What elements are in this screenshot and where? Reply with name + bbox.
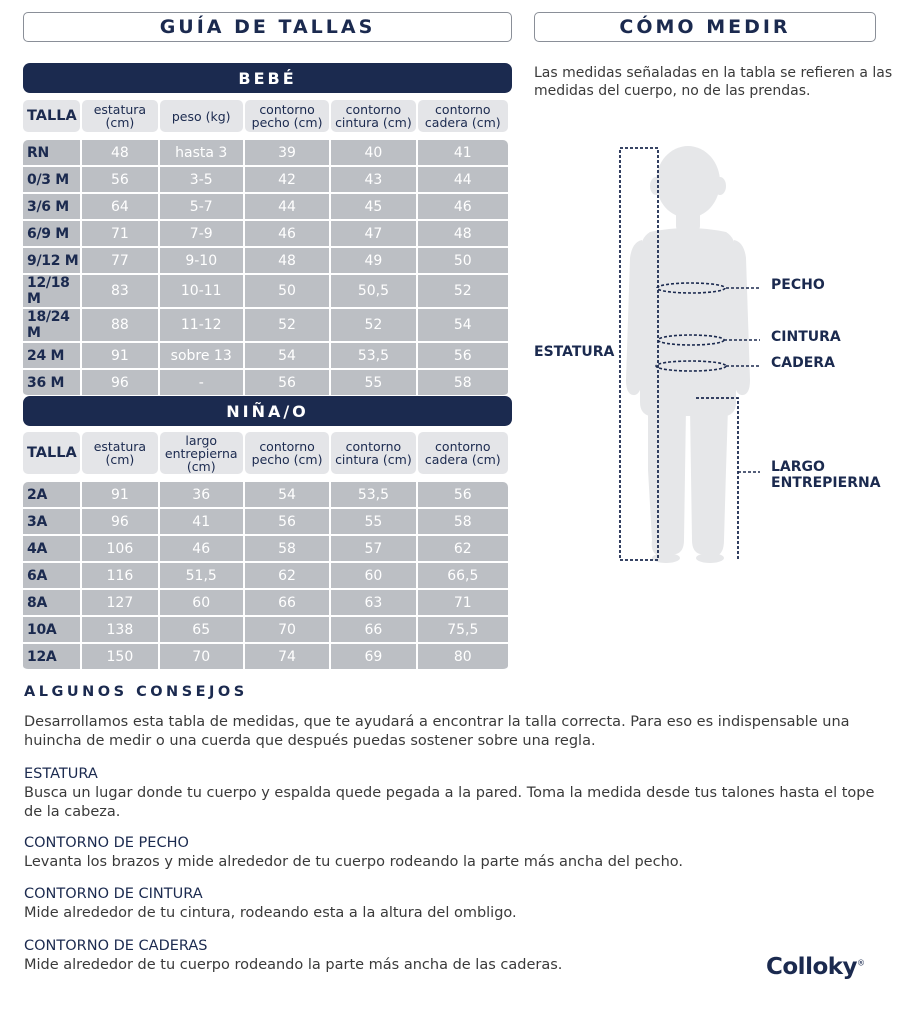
col-header: largo entrepierna (cm) — [160, 432, 243, 474]
tip-cintura — [24, 885, 884, 923]
table-cell: 46 — [418, 194, 508, 221]
table-cell: 91 — [82, 482, 157, 509]
col-header: estatura (cm) — [82, 432, 157, 474]
table-cell: 58 — [418, 370, 508, 397]
table-cell: 74 — [245, 644, 329, 671]
col-header: contorno cadera (cm) — [418, 432, 508, 474]
size-label-cell: 9/12 M — [23, 248, 80, 275]
table-cell: 56 — [418, 343, 508, 370]
tip-text: Mide alrededor de tu cuerpo rodeando la parte más ancha de las caderas. — [24, 957, 563, 973]
size-label-cell: 3/6 M — [23, 194, 80, 221]
table-row — [23, 221, 508, 248]
table-cell: 64 — [82, 194, 157, 221]
table-row — [23, 194, 508, 221]
col-header: contorno cintura (cm) — [331, 432, 415, 474]
table-cell: 54 — [245, 482, 329, 509]
size-label-cell: 3A — [23, 509, 80, 536]
table-cell: 3-5 — [160, 167, 243, 194]
size-label-cell: 10A — [23, 617, 80, 644]
label-pecho: PECHO — [771, 277, 825, 293]
table-cell: 47 — [331, 221, 415, 248]
table-cell: 70 — [245, 617, 329, 644]
table-cell: 36 — [160, 482, 243, 509]
table-cell: hasta 3 — [160, 140, 243, 167]
table-cell: 106 — [82, 536, 157, 563]
table-cell: 41 — [160, 509, 243, 536]
table-cell: 55 — [331, 509, 415, 536]
table-row — [23, 343, 508, 370]
nino-size-table — [21, 432, 510, 671]
table-row — [23, 590, 508, 617]
table-cell: 96 — [82, 370, 157, 397]
table-cell: 53,5 — [331, 343, 415, 370]
size-label-cell: 4A — [23, 536, 80, 563]
label-largo: LARGO — [771, 459, 825, 475]
table-cell: 48 — [245, 248, 329, 275]
table-cell: 46 — [245, 221, 329, 248]
bebe-size-table — [21, 100, 510, 397]
label-entrepierna: ENTREPIERNA — [771, 475, 881, 491]
table-cell: 62 — [418, 536, 508, 563]
table-cell: 66 — [331, 617, 415, 644]
table-cell: 71 — [418, 590, 508, 617]
table-cell: 48 — [82, 140, 157, 167]
table-cell: 52 — [331, 309, 415, 343]
size-label-cell: 2A — [23, 482, 80, 509]
table-cell: 96 — [82, 509, 157, 536]
table-cell: 46 — [160, 536, 243, 563]
size-label-cell: 8A — [23, 590, 80, 617]
col-header: contorno cintura (cm) — [331, 100, 415, 132]
tip-heading: ESTATURA — [24, 766, 98, 782]
table-cell: 116 — [82, 563, 157, 590]
table-cell: 69 — [331, 644, 415, 671]
tips-intro: Desarrollamos esta tabla de medidas, que te ayudará a encontrar la talla correcta. Para eso es indispensable una huincha de medir o una cuerda que después puedas sostener sobre una regla. — [24, 714, 850, 749]
col-header: contorno pecho (cm) — [245, 100, 329, 132]
guide-title: GUÍA DE TALLAS — [23, 12, 512, 42]
table-cell: 50 — [245, 275, 329, 309]
table-cell: - — [160, 370, 243, 397]
table-cell: 60 — [160, 590, 243, 617]
table-cell: 10-11 — [160, 275, 243, 309]
col-header: estatura (cm) — [82, 100, 157, 132]
table-row — [23, 644, 508, 671]
table-cell: 62 — [245, 563, 329, 590]
tip-heading: CONTORNO DE PECHO — [24, 835, 189, 851]
label-cadera: CADERA — [771, 355, 835, 371]
table-cell: 66,5 — [418, 563, 508, 590]
table-cell: 83 — [82, 275, 157, 309]
col-header: TALLA — [23, 432, 80, 474]
col-header: contorno pecho (cm) — [245, 432, 329, 474]
table-cell: 58 — [418, 509, 508, 536]
table-cell: sobre 13 — [160, 343, 243, 370]
col-header: peso (kg) — [160, 100, 243, 132]
table-row — [23, 248, 508, 275]
table-row — [23, 509, 508, 536]
table-cell: 65 — [160, 617, 243, 644]
table-cell: 91 — [82, 343, 157, 370]
table-row — [23, 617, 508, 644]
table-cell: 41 — [418, 140, 508, 167]
size-label-cell: 12A — [23, 644, 80, 671]
table-cell: 60 — [331, 563, 415, 590]
table-cell: 58 — [245, 536, 329, 563]
col-header: TALLA — [23, 100, 80, 132]
table-row — [23, 563, 508, 590]
tip-cadera — [24, 937, 724, 975]
tips-title: ALGUNOS CONSEJOS — [24, 684, 248, 700]
tip-heading: CONTORNO DE CINTURA — [24, 886, 203, 902]
measure-title: CÓMO MEDIR — [534, 12, 876, 42]
table-cell: 5-7 — [160, 194, 243, 221]
table-cell: 56 — [82, 167, 157, 194]
table-cell: 52 — [418, 275, 508, 309]
tip-text: Mide alrededor de tu cintura, rodeando esta a la altura del ombligo. — [24, 905, 517, 921]
measure-intro: Las medidas señaladas en la tabla se refieren a las medidas del cuerpo, no de las prendas. — [534, 65, 893, 99]
size-label-cell: 0/3 M — [23, 167, 80, 194]
table-row — [23, 275, 508, 309]
table-cell: 54 — [245, 343, 329, 370]
table-cell: 57 — [331, 536, 415, 563]
table-cell: 51,5 — [160, 563, 243, 590]
table-cell: 11-12 — [160, 309, 243, 343]
tip-estatura — [24, 765, 884, 822]
table-cell: 50 — [418, 248, 508, 275]
table-row — [23, 140, 508, 167]
table-cell: 75,5 — [418, 617, 508, 644]
table-cell: 52 — [245, 309, 329, 343]
table-cell: 45 — [331, 194, 415, 221]
table-cell: 71 — [82, 221, 157, 248]
table-cell: 56 — [245, 370, 329, 397]
table-cell: 42 — [245, 167, 329, 194]
tip-text: Busca un lugar donde tu cuerpo y espalda quede pegada a la pared. Toma la medida desde tus talones hasta el tope de la cabeza. — [24, 785, 875, 820]
table-cell: 56 — [418, 482, 508, 509]
table-cell: 70 — [160, 644, 243, 671]
col-header: contorno cadera (cm) — [418, 100, 508, 132]
table-cell: 44 — [418, 167, 508, 194]
size-label-cell: 18/24 M — [23, 309, 80, 343]
table-row — [23, 482, 508, 509]
table-cell: 66 — [245, 590, 329, 617]
table-cell: 53,5 — [331, 482, 415, 509]
table-cell: 7-9 — [160, 221, 243, 248]
size-label-cell: 6/9 M — [23, 221, 80, 248]
table-cell: 63 — [331, 590, 415, 617]
table-row — [23, 370, 508, 397]
table-row — [23, 536, 508, 563]
tip-heading: CONTORNO DE CADERAS — [24, 938, 208, 954]
size-label-cell: 6A — [23, 563, 80, 590]
size-label-cell: 36 M — [23, 370, 80, 397]
label-cintura: CINTURA — [771, 329, 841, 345]
size-label-cell: 12/18 M — [23, 275, 80, 309]
table-cell: 50,5 — [331, 275, 415, 309]
table-cell: 49 — [331, 248, 415, 275]
table-cell: 150 — [82, 644, 157, 671]
table-cell: 54 — [418, 309, 508, 343]
table-cell: 80 — [418, 644, 508, 671]
table-cell: 9-10 — [160, 248, 243, 275]
table-cell: 56 — [245, 509, 329, 536]
table-cell: 77 — [82, 248, 157, 275]
table-cell: 138 — [82, 617, 157, 644]
tip-text: Levanta los brazos y mide alrededor de tu cuerpo rodeando la parte más ancha del pecho. — [24, 854, 683, 870]
label-estatura: ESTATURA — [534, 344, 615, 360]
table-row — [23, 167, 508, 194]
table-cell: 55 — [331, 370, 415, 397]
table-cell: 44 — [245, 194, 329, 221]
table-cell: 48 — [418, 221, 508, 248]
bebe-band: BEBÉ — [23, 63, 512, 93]
table-cell: 88 — [82, 309, 157, 343]
size-label-cell: RN — [23, 140, 80, 167]
brand-logo: Colloky® — [766, 954, 865, 980]
size-label-cell: 24 M — [23, 343, 80, 370]
table-cell: 40 — [331, 140, 415, 167]
tip-pecho — [24, 834, 884, 872]
child-silhouette-figure — [600, 140, 760, 570]
table-cell: 39 — [245, 140, 329, 167]
label-largo-entrepierna — [771, 459, 881, 491]
nino-band: NIÑA/O — [23, 396, 512, 426]
table-cell: 127 — [82, 590, 157, 617]
table-row — [23, 309, 508, 343]
child-silhouette — [626, 146, 750, 563]
table-cell: 43 — [331, 167, 415, 194]
